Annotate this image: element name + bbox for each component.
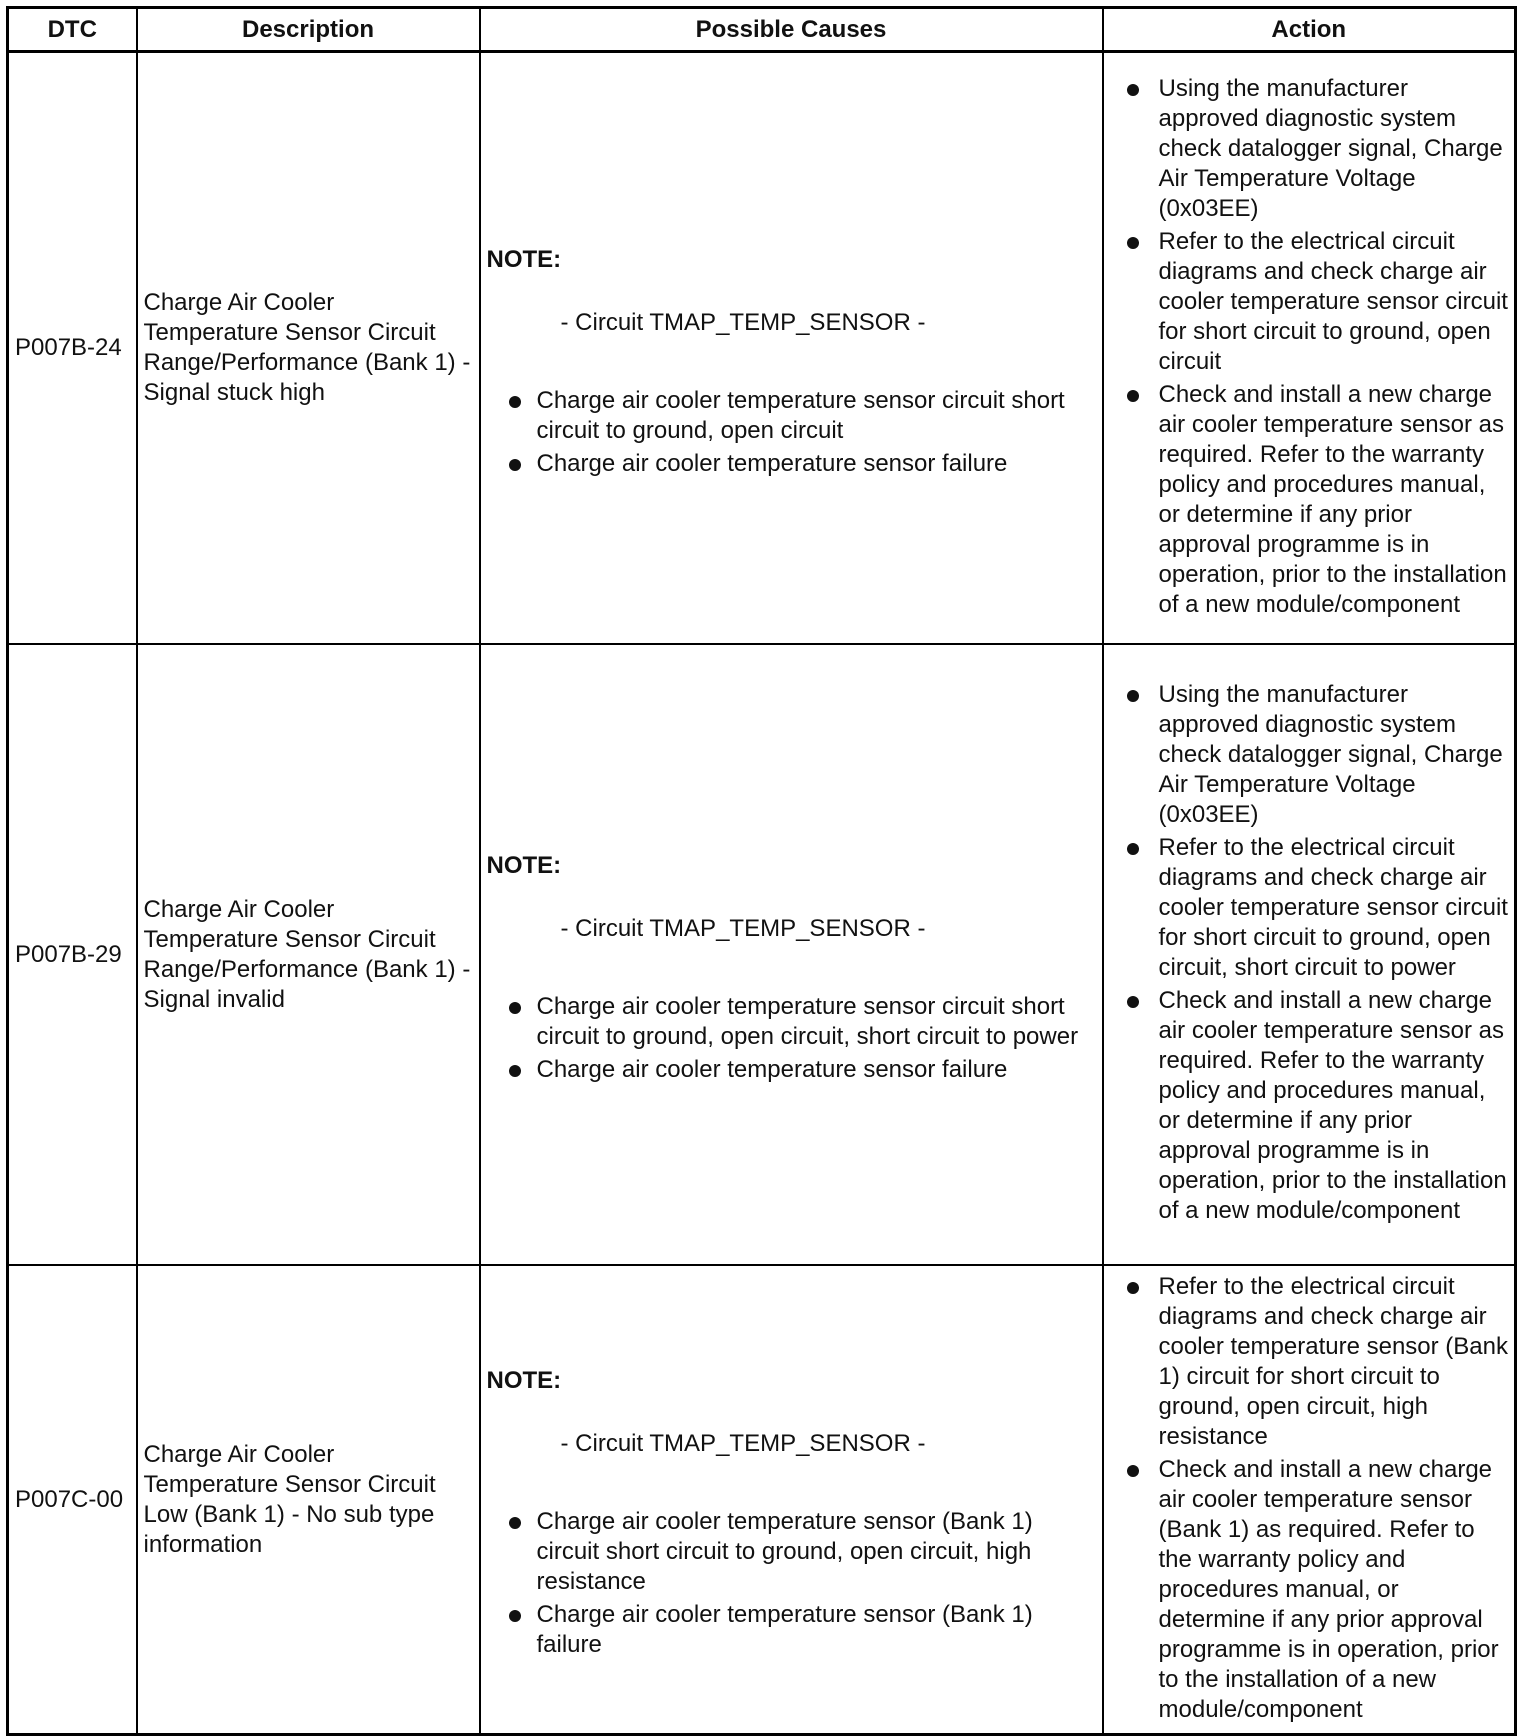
bullet-icon (509, 1517, 521, 1529)
note-label: NOTE: (486, 1367, 562, 1394)
cause-text: Charge air cooler temperature sensor (Bank 1) failure (536, 1601, 1033, 1658)
header-possible-causes: Possible Causes (480, 8, 1103, 52)
table-row (8, 52, 1516, 645)
header-dtc: DTC (8, 8, 137, 52)
list-item (1104, 680, 1511, 830)
bullet-icon (1127, 390, 1139, 402)
action-cell (1103, 644, 1516, 1265)
note-label: NOTE: (486, 245, 562, 273)
action-text: Check and install a new charge air cooler temperature sensor (Bank 1) as required. Refer to the warranty policy and procedures manual, or determine if any prior approval programme is in operation, prior to the installation of a new module/component (1158, 1455, 1499, 1723)
list-item (1104, 833, 1511, 983)
possible-causes-cell (480, 52, 1103, 645)
actions-list (1104, 1272, 1511, 1725)
note-circuit: - Circuit TMAP_TEMP_SENSOR - (560, 1430, 926, 1457)
header-action: Action (1103, 8, 1516, 52)
note-circuit: - Circuit TMAP_TEMP_SENSOR - (560, 308, 926, 336)
dtc-code: P007B-24 (8, 52, 137, 645)
bullet-icon (1127, 1465, 1139, 1477)
list-item (1104, 380, 1511, 620)
possible-causes-cell (480, 1265, 1103, 1735)
action-text: Using the manufacturer approved diagnostic system check datalogger signal, Charge Air Temperature Voltage (0x03EE) (1158, 74, 1503, 222)
bullet-icon (1127, 1282, 1139, 1294)
header-row (8, 8, 1516, 52)
action-text: Check and install a new charge air cooler temperature sensor as required. Refer to the warranty policy and procedures manual, or determine if any prior approval programme is in operation, prior to the installation of a new module/component (1158, 987, 1507, 1224)
bullet-icon (509, 1065, 521, 1077)
table-row (8, 1265, 1516, 1735)
bullet-icon (509, 1002, 521, 1014)
actions-list (1104, 680, 1511, 1226)
bullet-icon (1127, 843, 1139, 855)
action-text: Check and install a new charge air cooler temperature sensor as required. Refer to the warranty policy and procedures manual, or determine if any prior approval programme is in operation, prior to the installation of a new module/component (1158, 380, 1507, 618)
causes-list (487, 992, 1096, 1085)
dtc-code: P007C-00 (8, 1265, 137, 1735)
bullet-icon (509, 1610, 521, 1622)
list-item (487, 1055, 1096, 1085)
dtc-table (6, 6, 1517, 1736)
cause-text: Charge air cooler temperature sensor circuit short circuit to ground, open circuit, short circuit to power (536, 993, 1079, 1050)
dtc-description: Charge Air Cooler Temperature Sensor Circuit Low (Bank 1) - No sub type information (137, 1265, 480, 1735)
bullet-icon (1127, 84, 1139, 96)
list-item (487, 1600, 1096, 1660)
causes-list (487, 1507, 1096, 1660)
possible-causes-cell (480, 644, 1103, 1265)
list-item (1104, 1272, 1511, 1452)
list-item (1104, 986, 1511, 1226)
bullet-icon (1127, 996, 1139, 1008)
list-item (487, 1507, 1096, 1597)
action-text: Refer to the electrical circuit diagrams and check charge air cooler temperature sensor (Bank 1) circuit for short circuit to ground, open circuit, high resistance (1158, 1272, 1508, 1450)
causes-list (487, 386, 1096, 479)
dtc-code: P007B-29 (8, 644, 137, 1265)
bullet-icon (509, 396, 521, 408)
note-label: NOTE: (486, 852, 562, 879)
cause-text: Charge air cooler temperature sensor failure (536, 1056, 1008, 1083)
list-item (487, 449, 1096, 479)
cause-text: Charge air cooler temperature sensor (Bank 1) circuit short circuit to ground, open circuit, high resistance (536, 1508, 1033, 1595)
dtc-description: Charge Air Cooler Temperature Sensor Circuit Range/Performance (Bank 1) - Signal invalid (137, 644, 480, 1265)
action-text: Refer to the electrical circuit diagrams and check charge air cooler temperature sensor circuit for short circuit to ground, open circuit, short circuit to power (1158, 834, 1508, 981)
list-item (487, 992, 1096, 1052)
bullet-icon (1127, 237, 1139, 249)
cause-text: Charge air cooler temperature sensor circuit short circuit to ground, open circuit (536, 386, 1065, 444)
list-item (1104, 227, 1511, 377)
action-text: Refer to the electrical circuit diagrams and check charge air cooler temperature sensor circuit for short circuit to ground, open circuit (1158, 227, 1508, 375)
bullet-icon (1127, 690, 1139, 702)
list-item (1104, 1455, 1511, 1725)
action-cell (1103, 52, 1516, 645)
bullet-icon (509, 459, 521, 471)
table-row (8, 644, 1516, 1265)
dtc-description: Charge Air Cooler Temperature Sensor Circuit Range/Performance (Bank 1) - Signal stuck high (137, 52, 480, 645)
action-text: Using the manufacturer approved diagnostic system check datalogger signal, Charge Air Temperature Voltage (0x03EE) (1158, 681, 1503, 828)
list-item (1104, 74, 1511, 224)
actions-list (1104, 74, 1511, 620)
action-cell (1103, 1265, 1516, 1735)
header-description: Description (137, 8, 480, 52)
note-circuit: - Circuit TMAP_TEMP_SENSOR - (560, 915, 926, 942)
cause-text: Charge air cooler temperature sensor failure (536, 449, 1008, 477)
list-item (487, 386, 1096, 446)
